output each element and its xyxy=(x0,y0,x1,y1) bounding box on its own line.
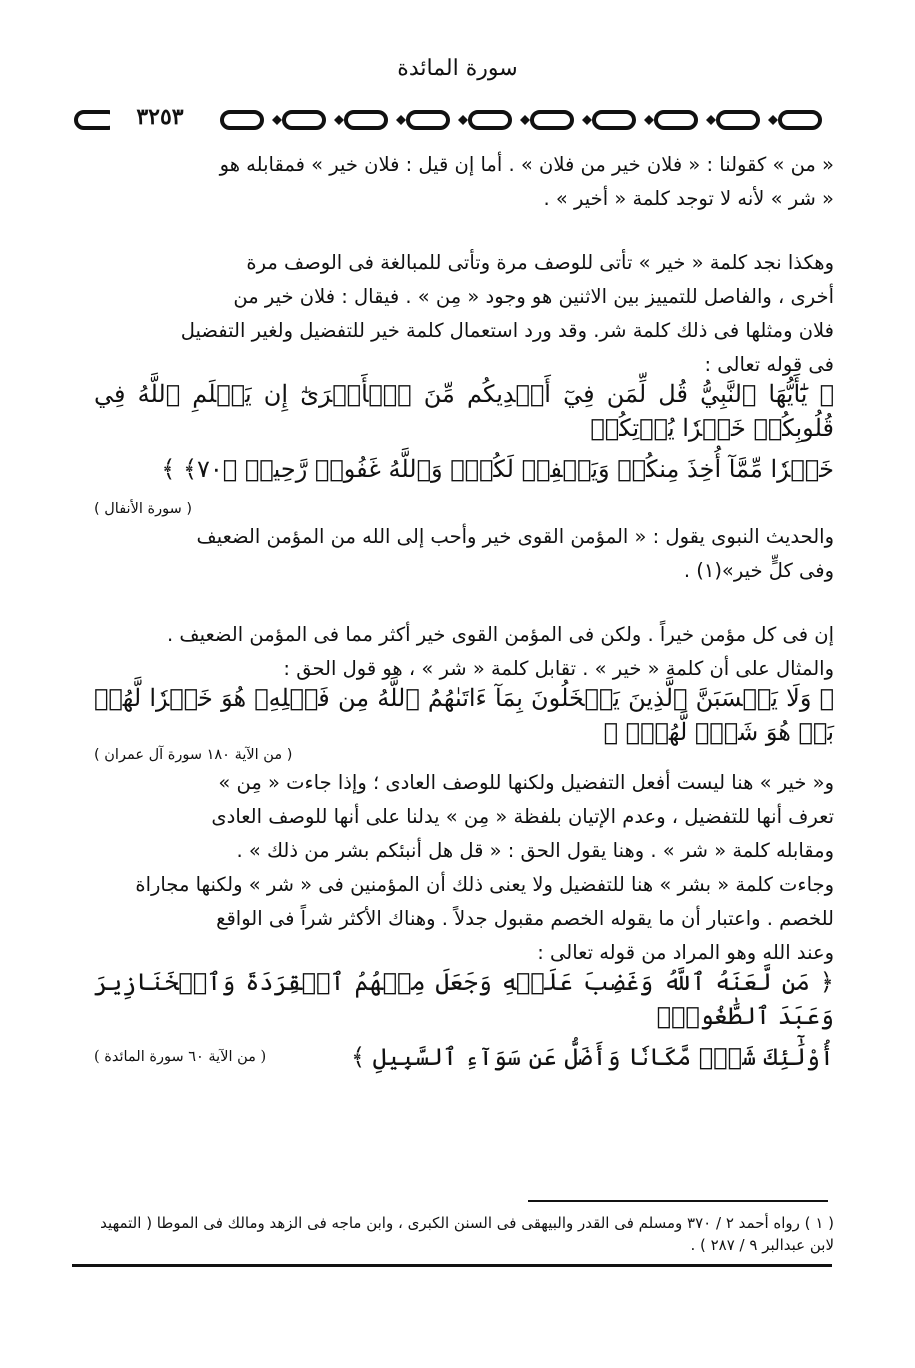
verse-text: ﴿ يَٰٓأَيُّهَا ٱلنَّبِيُّ قُل لِّمَن فِيٓ أَيۡدِيكُم مِّنَ ٱلۡأَسۡرَىٰٓ إِن يَعۡلَمِ ٱللَّهُ فِي قُلُوبِكُمۡ خَيۡرٗا يُؤۡتِكُمۡ xyxy=(94,380,834,442)
paragraph-line: ومقابله كلمة « شر » . وهنا يقول الحق : « قل هل أنبئكم بشر من ذلك » . xyxy=(236,839,834,862)
paragraph-line: فى قوله تعالى : xyxy=(704,353,834,376)
footnote xyxy=(94,1212,834,1256)
quran-verse-line xyxy=(94,440,834,498)
paragraph-line: تعرف أنها للتفضيل ، وعدم الإتيان بلفظة « مِن » يدلنا على أنها للوصف العادى xyxy=(211,805,834,828)
paragraph-line: وعند الله وهو المراد من قوله تعالى : xyxy=(537,941,834,964)
page-number: ٣٢٥٣ xyxy=(110,104,210,130)
quran-verse-line xyxy=(94,1028,834,1086)
quran-verse-line xyxy=(94,970,834,1028)
bottom-rule xyxy=(72,1264,832,1267)
quran-verse-line xyxy=(94,382,834,440)
page-body xyxy=(94,148,834,1086)
paragraph-line: إن فى كل مؤمن خيراً . ولكن فى المؤمن القوى خير أكثر مما فى المؤمن الضعيف . xyxy=(167,623,834,646)
paragraph-line: فلان ومثلها فى ذلك كلمة شر. وقد ورد استعمال كلمة خير للتفضيل ولغير التفضيل xyxy=(180,319,834,342)
verse-reference: ( من الآية ١٨٠ سورة آل عمران ) xyxy=(94,747,293,763)
footnote-line: لابن عبدالبر ٩ / ٢٨٧ ) . xyxy=(690,1236,834,1254)
paragraph-line: والحديث النبوى يقول : « المؤمن القوى خير وأحب إلى الله من المؤمن الضعيف xyxy=(196,525,834,548)
verse-reference: ( سورة الأنفال ) xyxy=(94,501,193,517)
verse-text: خَيۡرٗا مِّمَّآ أُخِذَ مِنكُمۡ وَيَغۡفِرۡ لَكُمۡۚ وَٱللَّهُ غَفُورٞ رَّحِيمٞ ﴿٧٠﴾ ﴾ xyxy=(161,455,834,483)
footnote-rule xyxy=(528,1200,828,1202)
paragraph-line: وفى كلٍّ خير»(١) . xyxy=(683,559,834,582)
paragraph-line: أخرى ، والفاصل للتمييز بين الاثنين هو وجود « مِن » . فيقال : فلان خير من xyxy=(233,285,834,308)
paragraph-line: « من » كقولنا : « فلان خير من فلان » . أما إن قيل : فلان خير » فمقابله هو xyxy=(219,153,834,176)
paragraph-line: و« خير » هنا ليست أفعل التفضيل ولكنها للوصف العادى ؛ وإذا جاءت « مِن » xyxy=(218,771,834,794)
verse-text: أُوْلَٰٓئِكَ شَرّٞ مَّكَانٗا وَأَضَلُّ عَن سَوَآءِ ٱلسَّبِيلِ ﴾ xyxy=(351,1043,834,1071)
verse-text: ﴿ وَلَا يَحۡسَبَنَّ ٱلَّذِينَ يَبۡخَلُونَ بِمَآ ءَاتَىٰهُمُ ٱللَّهُ مِن فَضۡلِهِۦ هُوَ خَيۡرٗا لَّهُمۖ بَلۡ هُوَ شَرّٞ لَّهُمۡۖ ﴾ xyxy=(94,684,834,746)
paragraph-line: « شر » لأنه لا توجد كلمة « أخير » . xyxy=(543,187,834,210)
verse-text: ﴿ مَن لَّعَنَهُ ٱللَّهُ وَغَضِبَ عَلَيۡهِ وَجَعَلَ مِنۡهُمُ ٱلۡقِرَدَةَ وَٱلۡخَنَازِيرَ وَعَبَدَ ٱلطَّٰغُوتَۚ xyxy=(94,968,834,1030)
footnote-line: ( ١ ) رواه أحمد ٢ / ٣٧٠ ومسلم فى القدر والبيهقى فى السنن الكبرى ، وابن ماجه فى الزهد ومالك فى الموطا ( التمهيد xyxy=(100,1214,834,1232)
paragraph-line: وجاءت كلمة « بشر » هنا للتفضيل ولا يعنى ذلك أن المؤمنين فى « شر » ولكنها مجاراة xyxy=(135,873,834,896)
paragraph-line: للخصم . واعتبار أن ما يقوله الخصم مقبول جدلاً . وهناك الأكثر شراً فى الواقع xyxy=(216,907,834,930)
paragraph-line: وهكذا نجد كلمة « خير » تأتى للوصف مرة وتأتى للمبالغة فى الوصف مرة xyxy=(246,251,834,274)
paragraph-line: والمثال على أن كلمة « خير » . تقابل كلمة « شر » ، هو قول الحق : xyxy=(283,657,834,680)
quran-verse-line xyxy=(94,686,834,744)
surah-title: سورة المائدة xyxy=(397,56,518,81)
verse-reference: ( من الآية ٦٠ سورة المائدة ) xyxy=(94,1049,267,1065)
